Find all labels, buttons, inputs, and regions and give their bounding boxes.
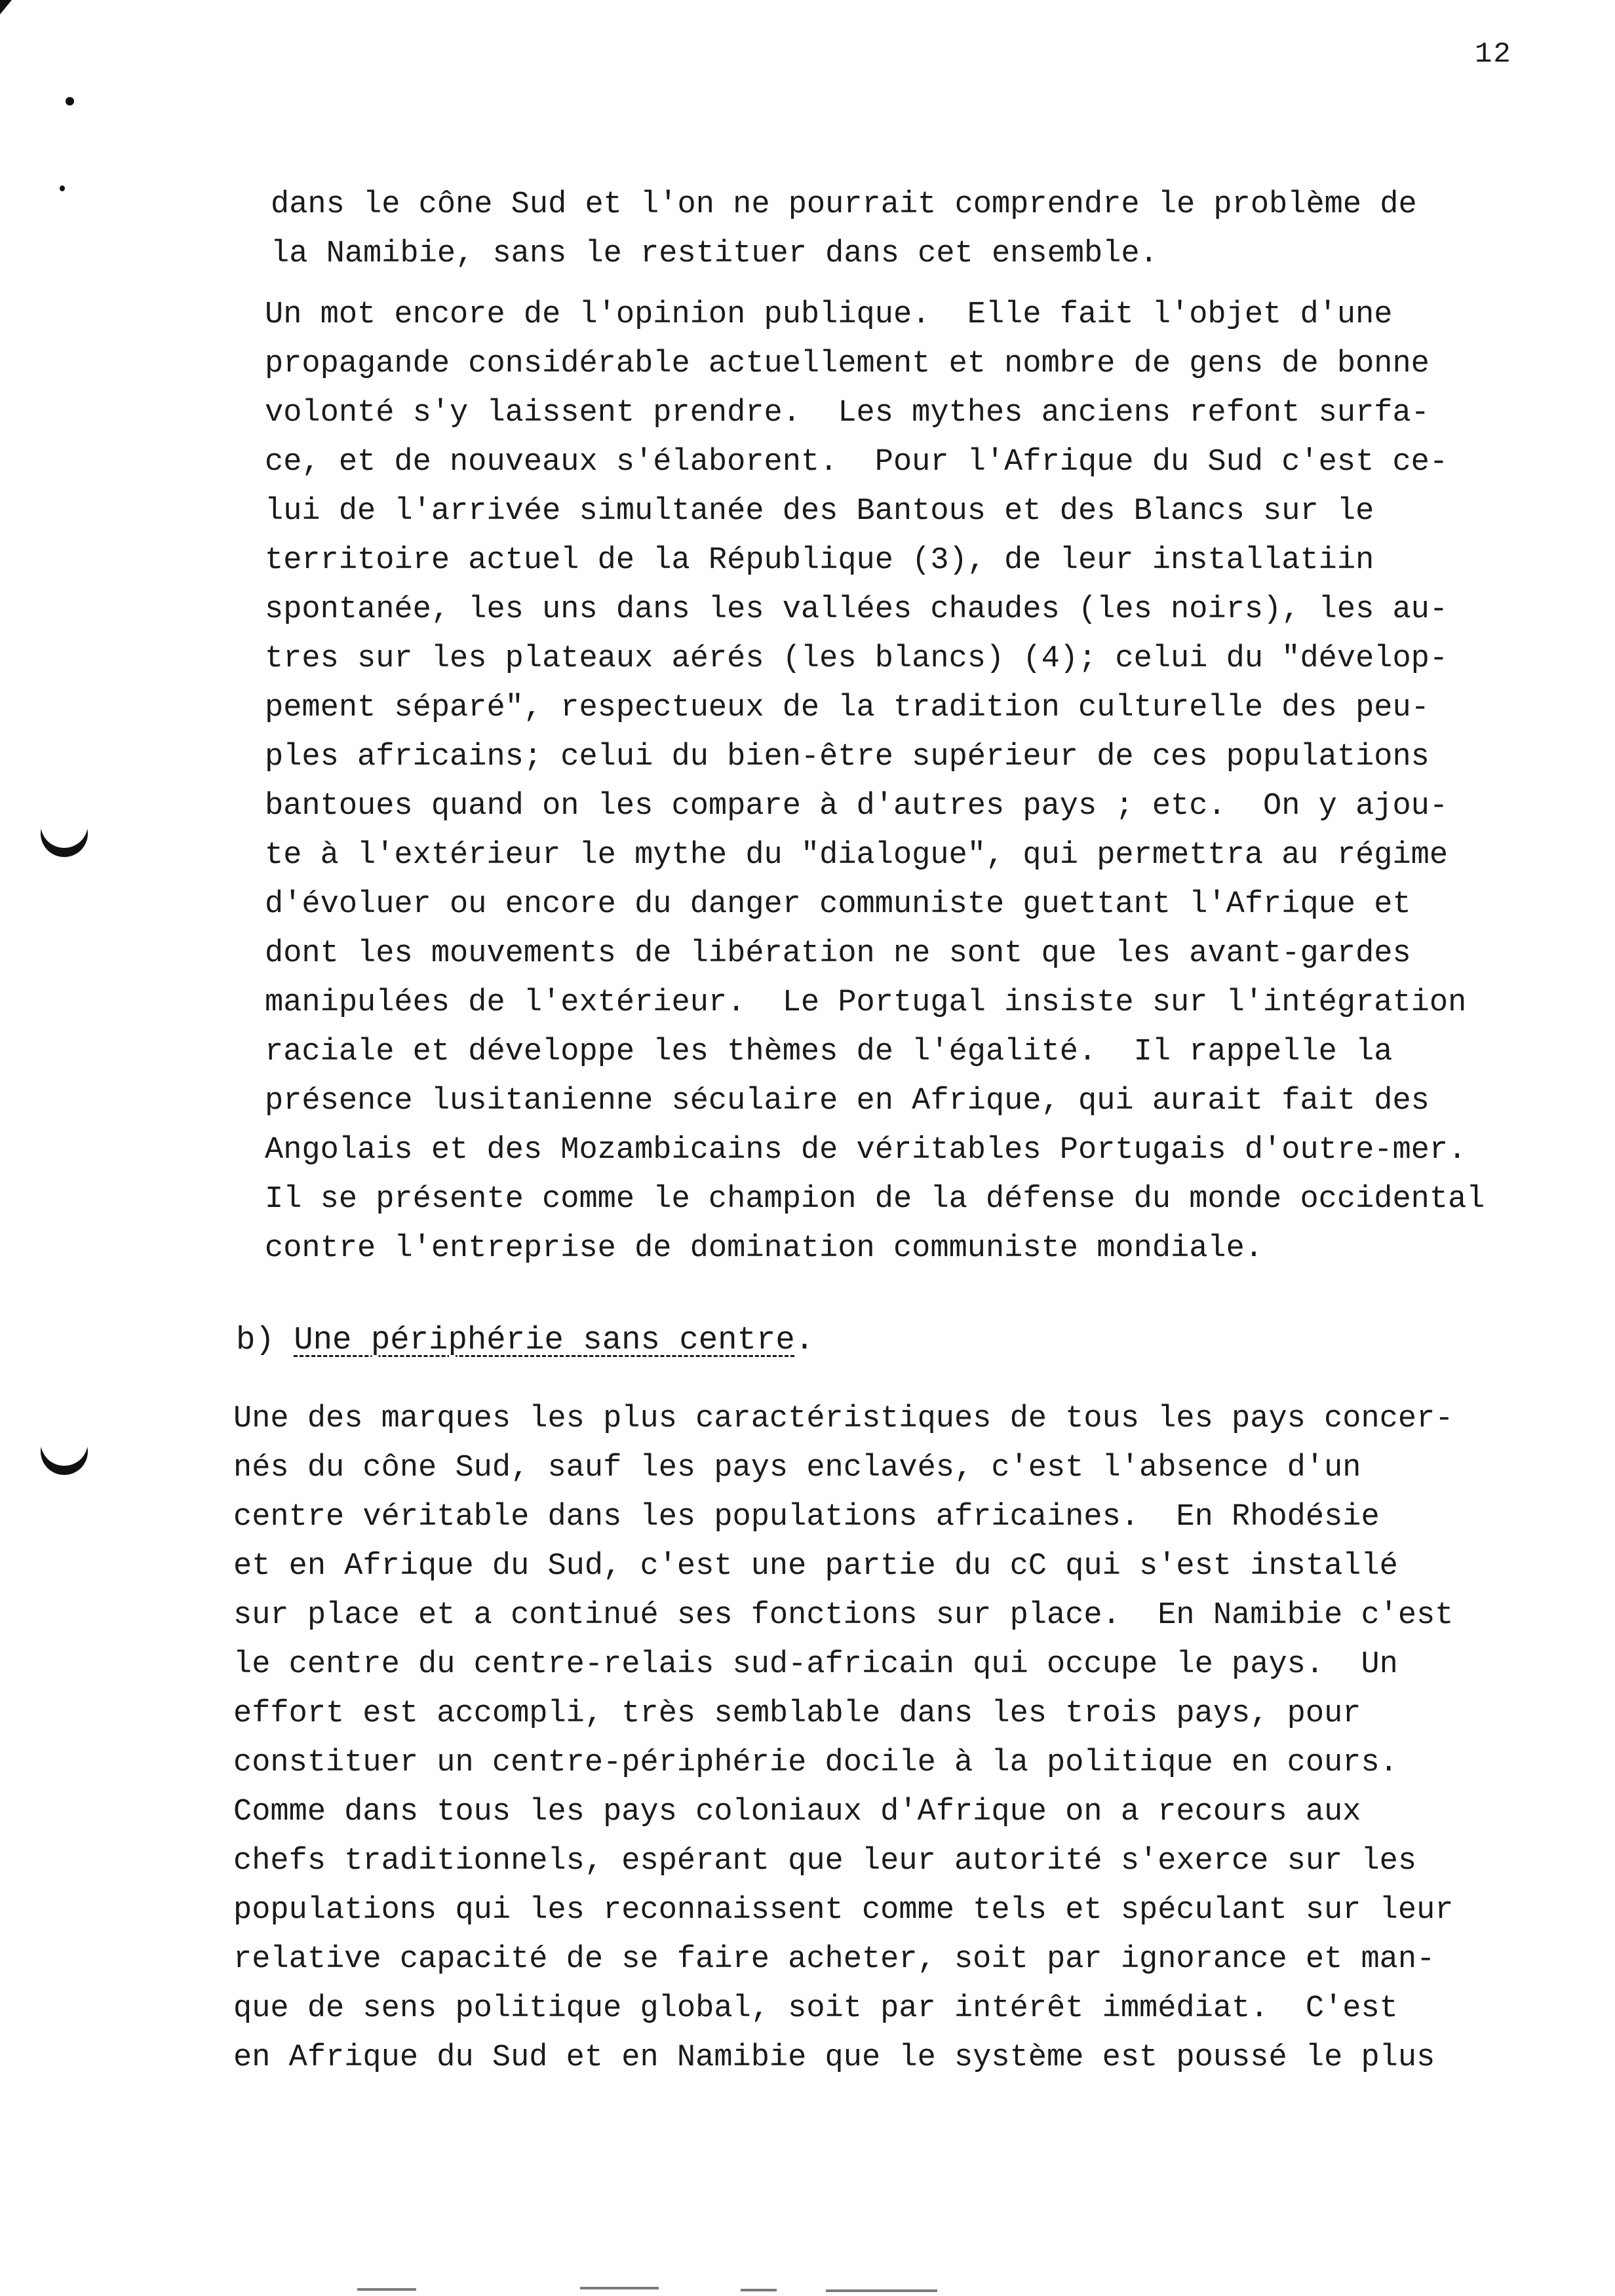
text-line: centre véritable dans les populations africaines. En Rhodésie bbox=[233, 1500, 1380, 1535]
text-line: tres sur les plateaux aérés (les blancs) (4); celui du "dévelop- bbox=[265, 641, 1449, 676]
text-line: bantoues quand on les compare à d'autres pays ; etc. On y ajou- bbox=[265, 789, 1449, 824]
text-line: raciale et développe les thèmes de l'égalité. Il rappelle la bbox=[265, 1035, 1393, 1069]
text-line: propagande considérable actuellement et nombre de gens de bonne bbox=[265, 347, 1430, 381]
binder-hole-dot bbox=[60, 185, 65, 191]
text-line: effort est accompli, très semblable dans les trois pays, pour bbox=[233, 1696, 1361, 1731]
corner-scan-mark bbox=[0, 0, 12, 14]
paragraph-opinion-publique bbox=[265, 290, 1589, 1273]
section-heading-title: Une périphérie sans centre bbox=[294, 1322, 795, 1358]
text-line: nés du cône Sud, sauf les pays enclavés, c'est l'absence d'un bbox=[233, 1451, 1361, 1485]
paragraph-intro bbox=[271, 180, 1575, 278]
text-line: ce, et de nouveaux s'élaborent. Pour l'Afrique du Sud c'est ce- bbox=[265, 445, 1449, 480]
text-line: que de sens politique global, soit par intérêt immédiat. C'est bbox=[233, 1991, 1398, 2026]
text-line: volonté s'y laissent prendre. Les mythes anciens refont surfa- bbox=[265, 396, 1430, 430]
section-heading-prefix: b) bbox=[236, 1322, 294, 1358]
text-line: le centre du centre-relais sud-africain qui occupe le pays. Un bbox=[233, 1647, 1398, 1682]
text-line: spontanée, les uns dans les vallées chaudes (les noirs), les au- bbox=[265, 592, 1449, 627]
scan-noise bbox=[580, 2287, 659, 2289]
text-line: et en Afrique du Sud, c'est une partie du cC qui s'est installé bbox=[233, 1549, 1398, 1584]
section-heading bbox=[236, 1322, 814, 1358]
text-line: Un mot encore de l'opinion publique. Elle fait l'objet d'une bbox=[265, 297, 1393, 332]
section-heading-suffix: . bbox=[794, 1322, 815, 1358]
text-line: présence lusitanienne séculaire en Afrique, qui aurait fait des bbox=[265, 1084, 1430, 1119]
text-line: populations qui les reconnaissent comme tels et spéculant sur leur bbox=[233, 1893, 1454, 1928]
text-line: manipulées de l'extérieur. Le Portugal insiste sur l'intégration bbox=[265, 985, 1467, 1020]
text-line: Comme dans tous les pays coloniaux d'Afrique on a recours aux bbox=[233, 1795, 1361, 1829]
text-line: la Namibie, sans le restituer dans cet ensemble. bbox=[271, 237, 1158, 271]
scan-noise bbox=[357, 2288, 416, 2291]
text-line: chefs traditionnels, espérant que leur autorité s'exerce sur les bbox=[233, 1844, 1417, 1879]
text-line: Une des marques les plus caractéristiques de tous les pays concer- bbox=[233, 1402, 1454, 1436]
text-line: contre l'entreprise de domination communiste mondiale. bbox=[265, 1231, 1264, 1266]
text-line: Angolais et des Mozambicains de véritables Portugais d'outre-mer. bbox=[265, 1133, 1467, 1168]
text-line: dont les mouvements de libération ne sont que les avant-gardes bbox=[265, 936, 1411, 971]
text-line: d'évoluer ou encore du danger communiste guettant l'Afrique et bbox=[265, 887, 1411, 922]
binder-ring-mark bbox=[41, 801, 88, 848]
text-line: en Afrique du Sud et en Namibie que le système est poussé le plus bbox=[233, 2040, 1435, 2075]
text-line: relative capacité de se faire acheter, soit par ignorance et man- bbox=[233, 1942, 1435, 1977]
paragraph-peripherie bbox=[233, 1394, 1584, 2082]
text-line: sur place et a continué ses fonctions sur place. En Namibie c'est bbox=[233, 1598, 1454, 1633]
text-line: territoire actuel de la République (3), de leur installatiin bbox=[265, 543, 1374, 578]
text-line: lui de l'arrivée simultanée des Bantous et des Blancs sur le bbox=[265, 494, 1374, 529]
text-line: pement séparé", respectueux de la tradition culturelle des peu- bbox=[265, 691, 1430, 725]
text-line: te à l'extérieur le mythe du "dialogue", qui permettra au régime bbox=[265, 838, 1449, 873]
binder-ring-mark bbox=[41, 1419, 88, 1466]
scan-noise bbox=[741, 2289, 777, 2291]
text-line: ples africains; celui du bien-être supérieur de ces populations bbox=[265, 740, 1430, 775]
text-line: dans le cône Sud et l'on ne pourrait comprendre le problème de bbox=[271, 187, 1417, 222]
scan-noise bbox=[826, 2289, 937, 2292]
text-line: constituer un centre-périphérie docile à la politique en cours. bbox=[233, 1746, 1398, 1780]
binder-hole-dot bbox=[66, 97, 74, 105]
page-number: 12 bbox=[1475, 38, 1512, 71]
text-line: Il se présente comme le champion de la défense du monde occidental bbox=[265, 1182, 1485, 1217]
